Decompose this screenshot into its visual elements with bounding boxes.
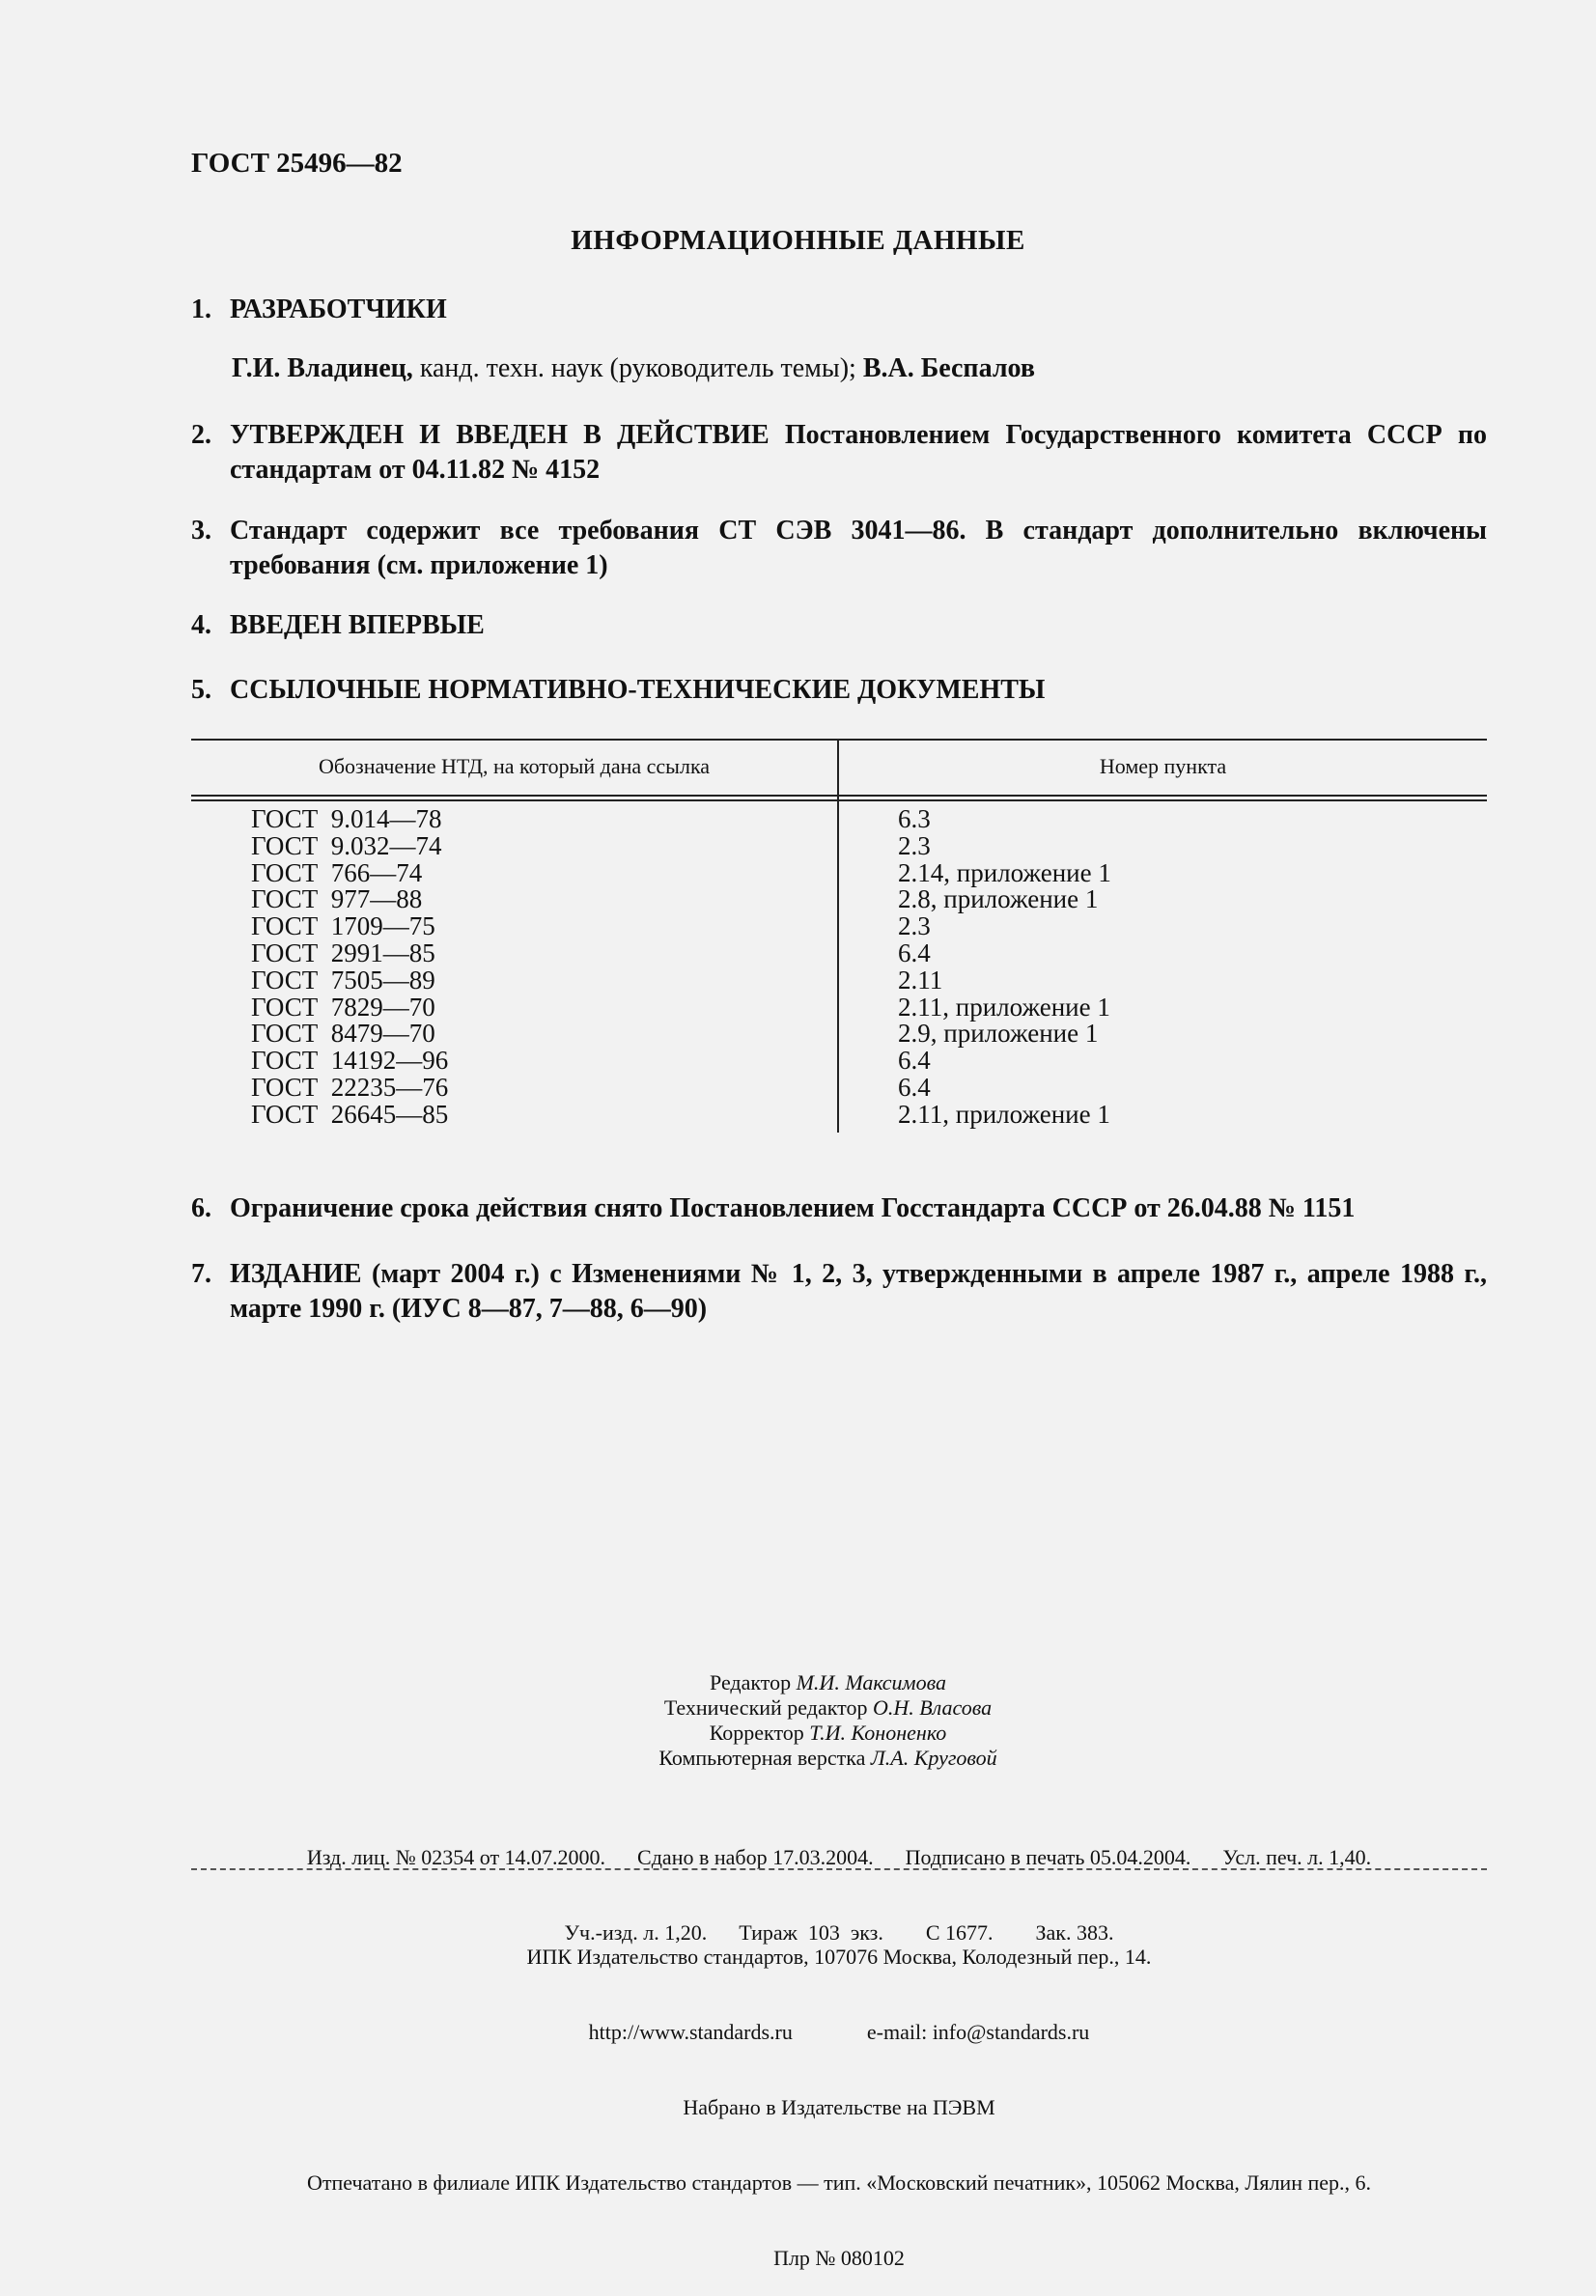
section-6: [191, 1191, 1487, 1226]
section-number: 3.: [191, 516, 211, 546]
table-row: [191, 1072, 1487, 1102]
clause-number: 6.3: [898, 804, 931, 833]
credit-tech-editor: [0, 1695, 1596, 1721]
section-text: ВВЕДЕН ВПЕРВЫЕ: [230, 610, 485, 640]
section-number: 1.: [191, 294, 211, 324]
doc-designation: ГОСТ 9.014—78: [251, 804, 442, 833]
credit-person: О.Н. Власова: [872, 1695, 993, 1720]
credit-person: Л.А. Круговой: [870, 1746, 997, 1770]
table-top-rule: [191, 739, 1487, 741]
imprint-line-2: Уч.-изд. л. 1,20. Тираж 103 экз. С 1677. Зак. 383.: [564, 1920, 1114, 1945]
doc-designation: ГОСТ 26645—85: [251, 1099, 449, 1129]
table-row: [191, 830, 1487, 860]
section-text: ИЗДАНИЕ (март 2004 г.) с Изменениями № 1, 2, 3, утвержденными в апреле 1987 г., апреле 1988 г., марте 1990 г. (ИУС 8—87, 7—88, 6—90): [230, 1259, 1487, 1324]
publisher-line-5: Плр № 080102: [773, 2246, 905, 2270]
page-title: ИНФОРМАЦИОННЫЕ ДАННЫЕ: [571, 225, 1025, 256]
doc-designation: ГОСТ 22235—76: [251, 1072, 449, 1102]
table-header-clause: Номер пункта: [1099, 754, 1227, 778]
credit-editor: [0, 1670, 1596, 1695]
clause-number: 2.11: [898, 965, 943, 994]
doc-designation: ГОСТ 9.032—74: [251, 830, 442, 860]
table-row: [191, 1021, 1487, 1048]
table-row: [191, 886, 1487, 913]
section-3: [191, 514, 1487, 583]
clause-number: 6.4: [898, 1046, 931, 1076]
credit-person: Т.И. Кононенко: [809, 1721, 947, 1745]
credit-corrector: [0, 1721, 1596, 1746]
credits-block: [0, 1670, 1596, 1771]
doc-designation: ГОСТ 14192—96: [251, 1046, 449, 1076]
table-row: [191, 913, 1487, 940]
clause-number: 2.9, приложение 1: [898, 1019, 1099, 1049]
section-number: 4.: [191, 610, 211, 640]
doc-designation: ГОСТ 8479—70: [251, 1019, 435, 1049]
clause-number: 2.3: [898, 830, 931, 860]
section-5: [191, 673, 1487, 708]
section-7: [191, 1257, 1487, 1327]
clause-number: 6.4: [898, 938, 931, 967]
credit-label: Технический редактор: [663, 1695, 873, 1720]
divider: [191, 1868, 1487, 1870]
clause-number: 2.11, приложение 1: [898, 992, 1110, 1022]
document-code: ГОСТ 25496—82: [191, 148, 403, 179]
credit-person: М.И. Максимова: [796, 1670, 946, 1694]
section-text: Ограничение срока действия снято Постановлением Госстандарта СССР от 26.04.88 № 1151: [230, 1193, 1356, 1223]
doc-designation: ГОСТ 2991—85: [251, 938, 435, 967]
section-number: 2.: [191, 420, 211, 450]
publisher-line-4: Отпечатано в филиале ИПК Издательство стандартов — тип. «Московский печатник», 105062 Москва, Лялин пер., 6.: [306, 2170, 1372, 2195]
section-2: [191, 418, 1487, 488]
doc-designation: ГОСТ 977—88: [251, 884, 423, 914]
credit-layout: [0, 1746, 1596, 1771]
doc-designation: ГОСТ 7829—70: [251, 992, 435, 1022]
clause-number: 2.14, приложение 1: [898, 857, 1111, 887]
table-body: [191, 806, 1487, 1129]
developer-name-1: Г.И. Владинец,: [232, 353, 413, 383]
doc-designation: ГОСТ 7505—89: [251, 965, 435, 994]
section-text: УТВЕРЖДЕН И ВВЕДЕН В ДЕЙСТВИЕ Постановлением Государственного комитета СССР по стандартам от 04.11.82 № 4152: [230, 420, 1487, 485]
developer-name-2: В.А. Беспалов: [862, 353, 1035, 383]
table-row: [191, 967, 1487, 994]
table-row: [191, 1099, 1487, 1129]
developers-line: [232, 353, 1035, 384]
developer-role-1: канд. техн. наук (руководитель темы);: [412, 353, 863, 383]
table-row: [191, 994, 1487, 1022]
publisher-line-2: http://www.standards.ru e-mail: info@standards.ru: [588, 2020, 1090, 2044]
section-4: [191, 608, 1487, 643]
table-row: [191, 806, 1487, 833]
credit-label: Корректор: [709, 1721, 810, 1745]
clause-number: 2.8, приложение 1: [898, 884, 1099, 914]
clause-number: 6.4: [898, 1072, 931, 1102]
table-row: [191, 1048, 1487, 1075]
table-row: [191, 940, 1487, 967]
clause-number: 2.11, приложение 1: [898, 1099, 1110, 1129]
section-number: 6.: [191, 1193, 211, 1223]
clause-number: 2.3: [898, 911, 931, 941]
section-number: 5.: [191, 675, 211, 705]
section-text: ССЫЛОЧНЫЕ НОРМАТИВНО-ТЕХНИЧЕСКИЕ ДОКУМЕНТЫ: [230, 675, 1046, 705]
credit-label: Редактор: [710, 1670, 797, 1694]
table-header-designation: Обозначение НТД, на который дана ссылка: [318, 754, 711, 778]
section-text: Стандарт содержит все требования СТ СЭВ 3041—86. В стандарт дополнительно включены требования (см. приложение 1): [230, 516, 1487, 580]
table-row: [191, 857, 1487, 887]
publisher-line-1: ИПК Издательство стандартов, 107076 Москва, Колодезный пер., 14.: [526, 1945, 1152, 1969]
publisher-line-3: Набрано в Издательстве на ПЭВМ: [683, 2095, 995, 2119]
doc-designation: ГОСТ 766—74: [251, 857, 423, 887]
publisher-block: [191, 1894, 1487, 2296]
section-heading: РАЗРАБОТЧИКИ: [230, 294, 447, 324]
imprint-line-1: Изд. лиц. № 02354 от 14.07.2000. Сдано в набор 17.03.2004. Подписано в печать 05.04.2004. Усл. печ. л. 1,40.: [306, 1845, 1372, 1869]
credit-label: Компьютерная верстка: [658, 1746, 871, 1770]
section-1: [191, 293, 1487, 327]
section-number: 7.: [191, 1259, 211, 1289]
table-header-rule: [191, 795, 1487, 801]
doc-designation: ГОСТ 1709—75: [251, 911, 435, 941]
